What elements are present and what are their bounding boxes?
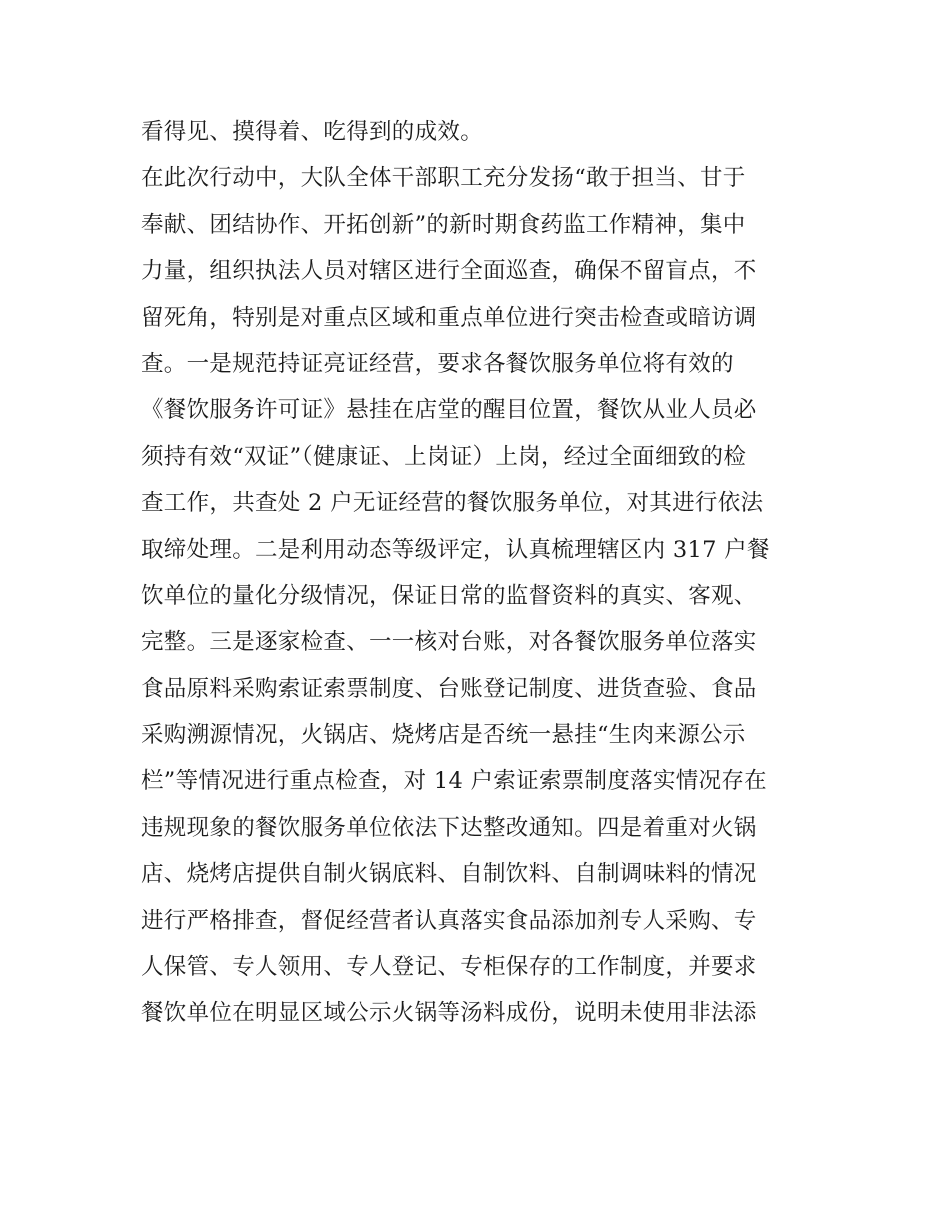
text-line: 人保管、专人领用、专人登记、专柜保存的工作制度，并要求 — [141, 954, 757, 981]
text-line: 采购溯源情况，火锅店、烧烤店是否统一悬挂“生肉来源公示 — [141, 722, 746, 749]
text-line: 查工作，共查处 2 户无证经营的餐饮服务单位，对其进行依法 — [141, 490, 764, 517]
text-line: 违规现象的餐饮服务单位依法下达整改通知。四是着重对火锅 — [141, 814, 757, 841]
text-line: 《餐饮服务许可证》悬挂在店堂的醒目位置，餐饮从业人员必 — [141, 397, 757, 424]
text-line: 力量，组织执法人员对辖区进行全面巡查，确保不留盲点，不 — [141, 258, 757, 285]
text-line: 看得见、摸得着、吃得到的成效。 — [141, 119, 484, 145]
text-line: 取缔处理。二是利用动态等级评定，认真梳理辖区内 317 户餐 — [141, 536, 770, 563]
text-line: 在此次行动中，大队全体干部职工充分发扬“敢于担当、甘于 — [141, 165, 746, 192]
text-line: 食品原料采购索证索票制度、台账登记制度、进货查验、食品 — [141, 675, 757, 702]
body-text — [141, 109, 821, 1037]
text-line: 进行严格排查，督促经营者认真落实食品添加剂专人采购、专 — [141, 907, 757, 934]
text-line: 饮单位的量化分级情况，保证日常的监督资料的真实、客观、 — [141, 582, 757, 609]
text-line: 完整。三是逐家检查、一一核对台账，对各餐饮服务单位落实 — [141, 629, 757, 656]
text-line: 留死角，特别是对重点区域和重点单位进行突击检查或暗访调 — [141, 304, 757, 331]
text-line: 店、烧烤店提供自制火锅底料、自制饮料、自制调味料的情况 — [141, 861, 757, 888]
text-line: 餐饮单位在明显区域公示火锅等汤料成份，说明未使用非法添 — [141, 1000, 757, 1027]
text-line: 查。一是规范持证亮证经营，要求各餐饮服务单位将有效的 — [141, 350, 734, 377]
text-line: 须持有效“双证”（健康证、上岗证）上岗，经过全面细致的检 — [141, 443, 747, 470]
text-line: 奉献、团结协作、开拓创新”的新时期食药监工作精神，集中 — [141, 211, 746, 238]
text-line: 栏”等情况进行重点检查，对 14 户索证索票制度落实情况存在 — [141, 768, 767, 795]
